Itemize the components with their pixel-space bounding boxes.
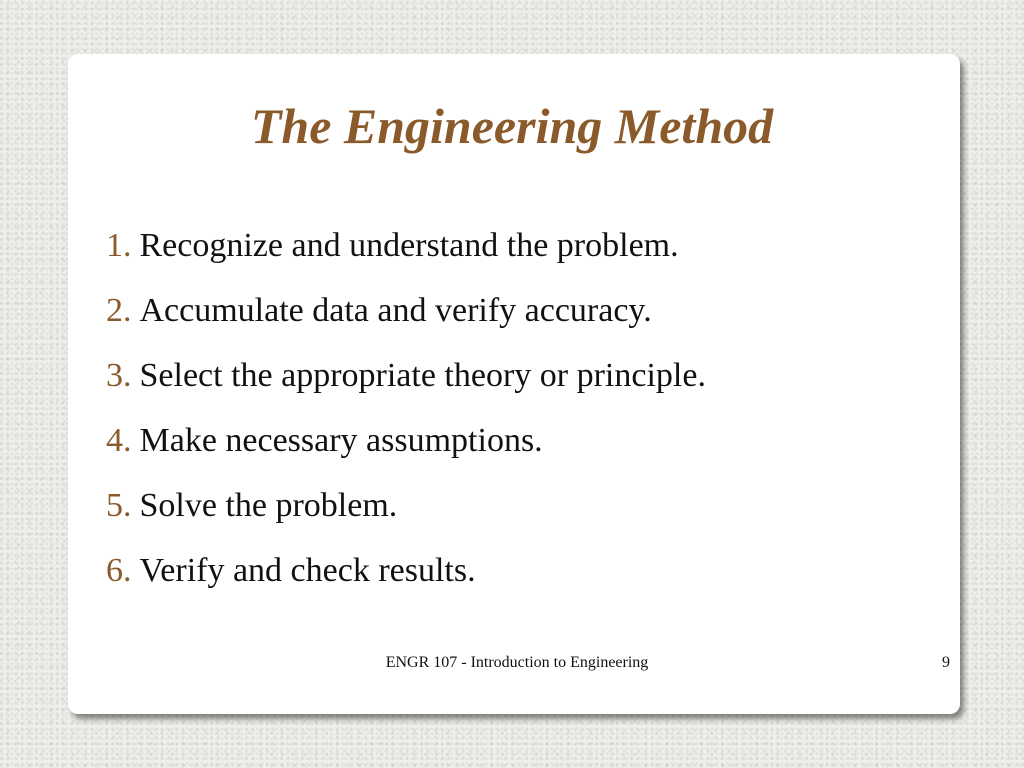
slide-footer: ENGR 107 - Introduction to Engineering bbox=[385, 654, 649, 671]
step-number: 6. bbox=[106, 552, 132, 589]
slide-title: The Engineering Method bbox=[250, 98, 774, 154]
step-number: 1. bbox=[106, 227, 132, 264]
page-number: 9 bbox=[942, 654, 950, 671]
list-item bbox=[106, 351, 706, 416]
step-number: 3. bbox=[106, 357, 132, 394]
list-item bbox=[106, 286, 706, 351]
step-text: Select the appropriate theory or principle. bbox=[139, 357, 706, 394]
step-number: 4. bbox=[106, 422, 132, 459]
step-text: Make necessary assumptions. bbox=[139, 422, 543, 459]
step-text: Verify and check results. bbox=[139, 552, 476, 589]
step-text: Accumulate data and verify accuracy. bbox=[139, 292, 652, 329]
list-item bbox=[106, 481, 706, 546]
list-item bbox=[106, 416, 706, 481]
step-number: 2. bbox=[106, 292, 132, 329]
step-text: Solve the problem. bbox=[139, 487, 398, 524]
list-item bbox=[106, 221, 706, 286]
step-list bbox=[106, 221, 706, 611]
step-text: Recognize and understand the problem. bbox=[139, 227, 679, 264]
step-number: 5. bbox=[106, 487, 132, 524]
list-item bbox=[106, 546, 706, 611]
